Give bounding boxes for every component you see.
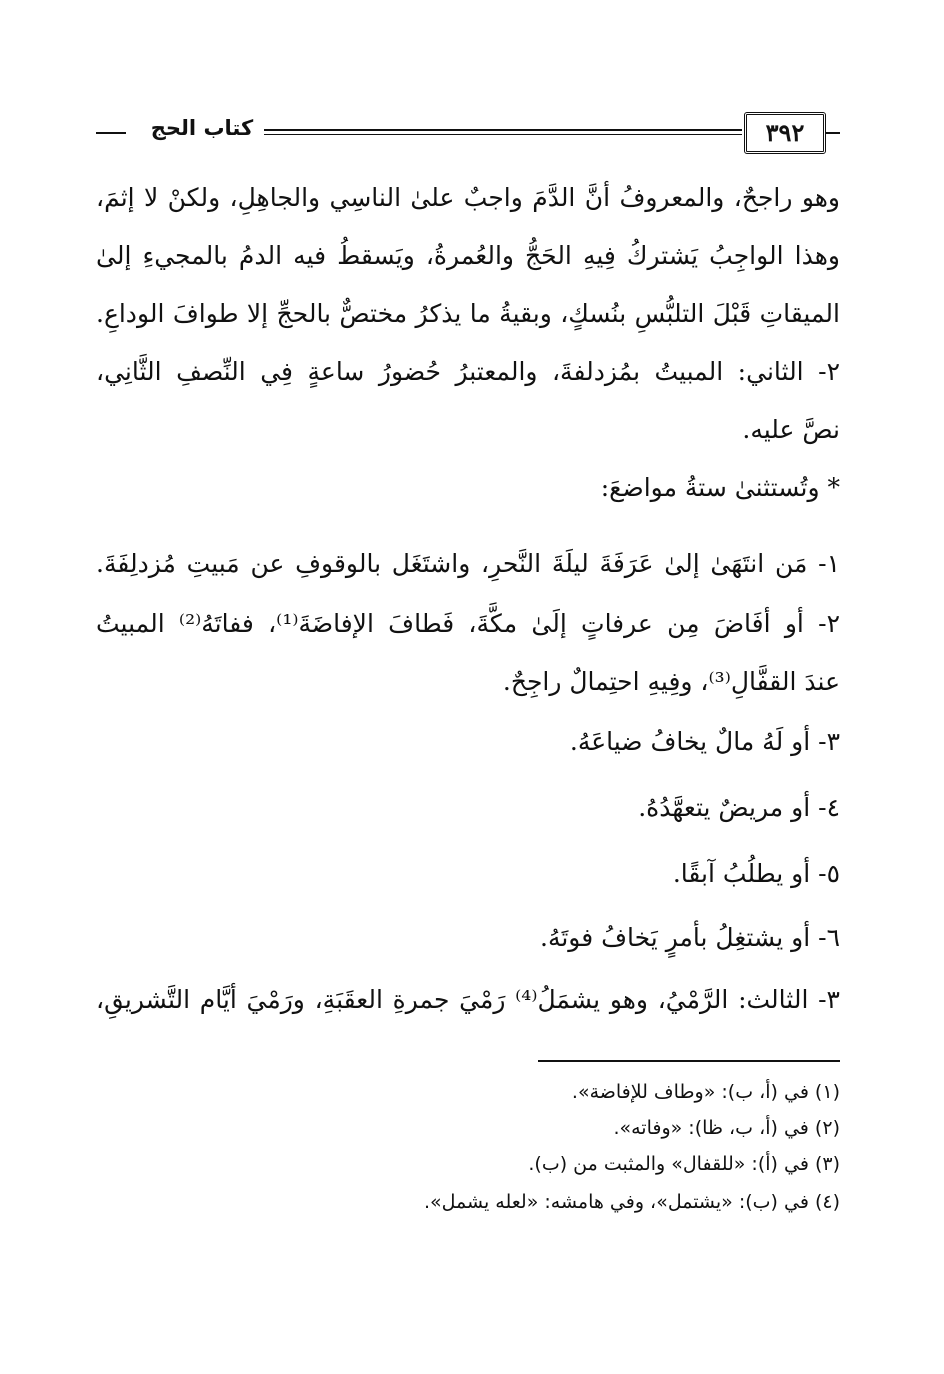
- text-line: وهو راجحٌ، والمعروفُ أنَّ الدَّمَ واجبٌ علىٰ الناسِي والجاهِلِ، ولكنْ لا إثمَ،: [96, 183, 840, 212]
- text-line: ٣- الثالث: الرَّمْيُ، وهو يشمَلُ⁽⁴⁾ رَمْيَ جمرةِ العقَبَةِ، ورَمْيَ أيَّام التَّشريقِ،: [96, 985, 840, 1014]
- header-rule-right: [826, 132, 840, 134]
- text-line: وهذا الواجِبُ يَشتركُ فِيهِ الحَجُّ والعُمرةُ، ويَسقطُ فيه الدمُ بالمجيءِ إلىٰ: [96, 241, 840, 270]
- text-line: ٢- أو أفَاضَ مِن عرفاتٍ إلَىٰ مكَّةَ، فَطافَ الإفاضَةَ⁽¹⁾، ففاتَهُ⁽²⁾ المبيتُ: [96, 609, 840, 638]
- footnote: (٢) في (أ، ب، ظا): «وفاته».: [613, 1117, 840, 1139]
- text-line: ٥- أو يطلُبُ آبقًا.: [672, 859, 840, 888]
- footnote: (٤) في (ب): «يشتمل»، وفي هامشه: «لعله يشمل».: [423, 1191, 840, 1213]
- footnote: (٣) في (أ): «للقفال» والمثبت من (ب).: [528, 1153, 840, 1175]
- text-line: نصَّ عليه.: [742, 415, 840, 444]
- text-line: * وتُستثنىٰ ستةُ مواضعَ:: [600, 473, 840, 502]
- footnote: (١) في (أ، ب): «وطاف للإفاضة».: [571, 1081, 840, 1103]
- text-line: ٤- أو مريضٌ يتعهَّدُهُ.: [638, 793, 840, 822]
- header-rule-double: [264, 129, 742, 135]
- book-title: كتاب الحج: [150, 116, 254, 140]
- text-line: ٢- الثاني: المبيتُ بمُزدلفةَ، والمعتبرُ حُضورُ ساعةٍ فِي النِّصفِ الثَّانِي،: [96, 357, 840, 386]
- text-line: ٣- أو لَهُ مالٌ يخافُ ضياعَهُ.: [569, 727, 840, 756]
- text-line: ١- مَن انتَهَىٰ إلىٰ عَرَفَةَ ليلَةَ النَّحرِ، واشتَغَل بالوقوفِ عن مَبيتِ مُزدلِفَةَ.: [96, 549, 840, 578]
- text-line: ٦- أو يشتغِلُ بأمرٍ يَخافُ فوتَهُ.: [540, 923, 840, 952]
- text-line: الميقاتِ قَبْلَ التلبُّسِ بنُسكٍ، وبقيةُ ما يذكرُ مختصٌّ بالحجِّ إلا طوافَ الوداعِ.: [96, 299, 840, 328]
- text-line: عندَ القفَّالِ⁽³⁾، وفِيهِ احتِمالٌ راجِحٌ.: [502, 667, 840, 696]
- footnote-separator: [538, 1060, 840, 1062]
- header-rule-left: [96, 132, 126, 134]
- page-header: [96, 112, 840, 156]
- page-number: ٣٩٢: [744, 112, 826, 154]
